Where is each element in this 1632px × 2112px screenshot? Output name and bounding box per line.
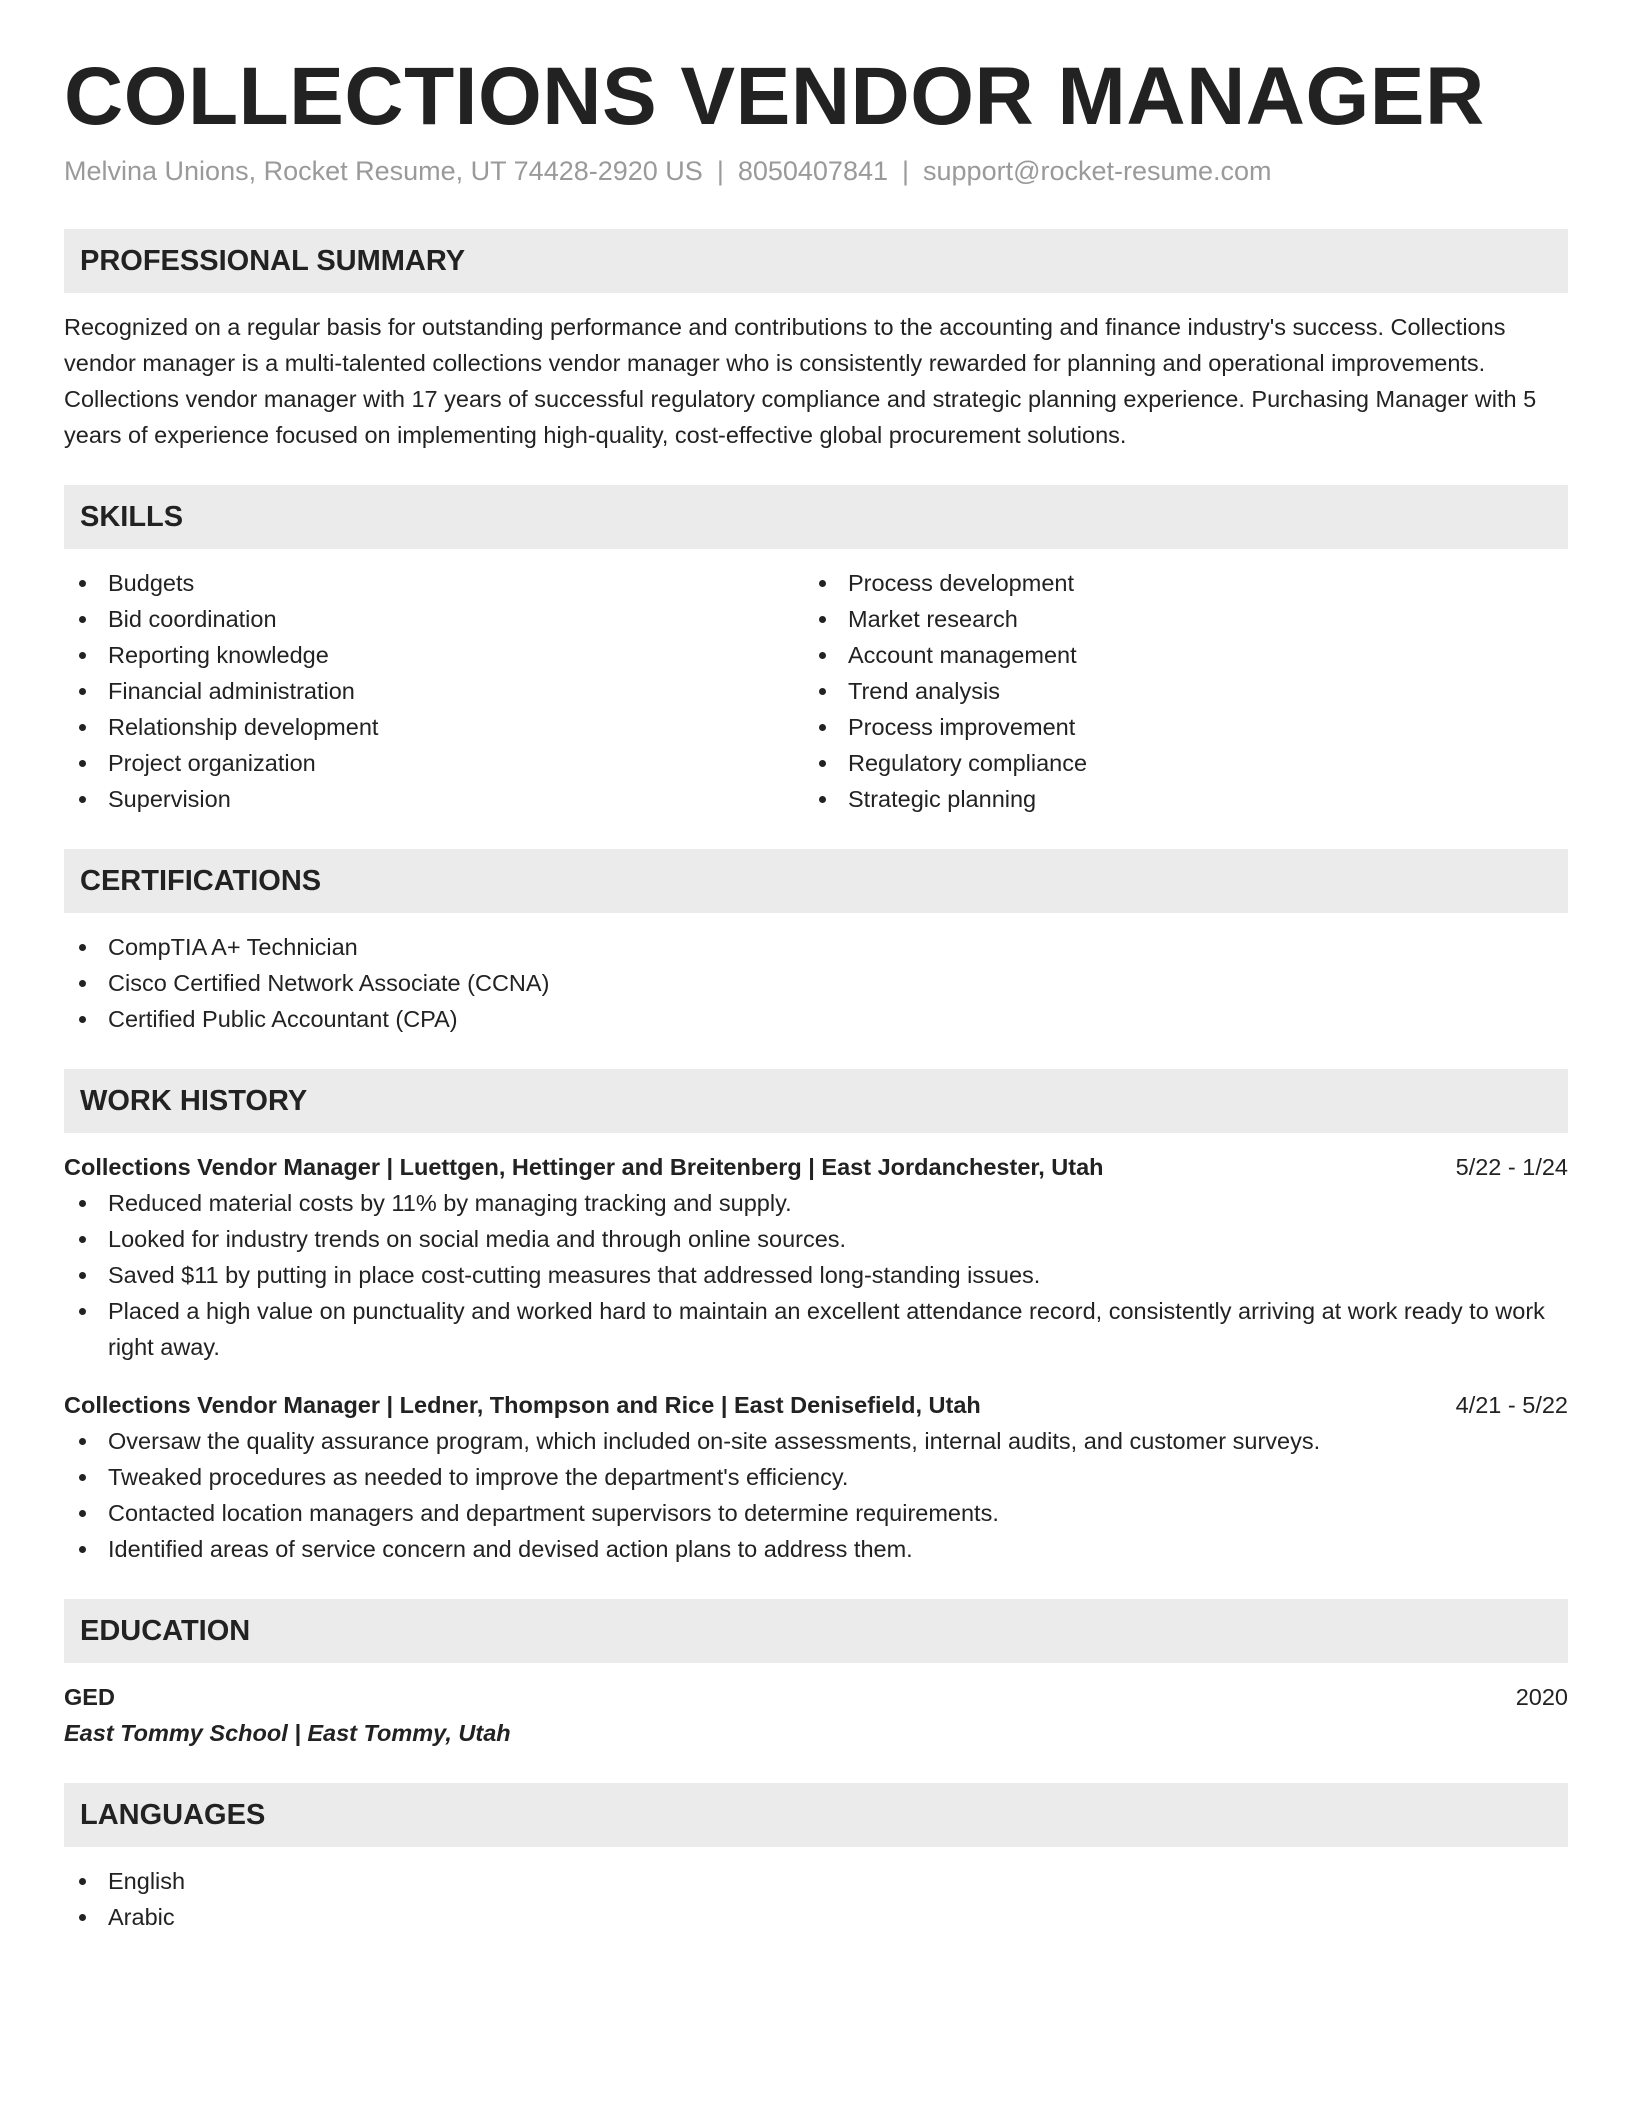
skill-item: Trend analysis (804, 673, 1544, 709)
certifications-heading: CERTIFICATIONS (64, 849, 1568, 913)
skill-item: Relationship development (64, 709, 804, 745)
skill-item: Reporting knowledge (64, 637, 804, 673)
certification-item: CompTIA A+ Technician (64, 929, 1568, 965)
contact-address: Melvina Unions, Rocket Resume, UT 74428-2920 US (64, 156, 703, 187)
certification-item: Certified Public Accountant (CPA) (64, 1001, 1568, 1037)
skills-grid (64, 565, 1568, 817)
skills-right-column (804, 565, 1544, 817)
skill-item: Regulatory compliance (804, 745, 1544, 781)
education-degree: GED (64, 1684, 115, 1711)
skills-heading: SKILLS (64, 485, 1568, 549)
certification-item: Cisco Certified Network Associate (CCNA) (64, 965, 1568, 1001)
job-bullet: Saved $11 by putting in place cost-cutting measures that addressed long-standing issues. (64, 1257, 1568, 1293)
work-history-heading: WORK HISTORY (64, 1069, 1568, 1133)
summary-text: Recognized on a regular basis for outstanding performance and contributions to the accounting and finance industry's success. Collections vendor manager is a multi-talented collections vendor manager who is consistently rewarded for planning and operational improvements. Collections vendor manager with 17 years of successful regulatory compliance and strategic planning experience. Purchasing Manager with 5 years of experience focused on implementing high-quality, cost-effective global procurement solutions. (64, 314, 1537, 449)
language-item: English (64, 1863, 1568, 1899)
education-heading: EDUCATION (64, 1599, 1568, 1663)
skill-item: Supervision (64, 781, 804, 817)
contact-email: support@rocket-resume.com (923, 156, 1272, 187)
job-entry (64, 1387, 1568, 1567)
skill-item: Financial administration (64, 673, 804, 709)
job-bullet: Reduced material costs by 11% by managing tracking and supply. (64, 1185, 1568, 1221)
job-dates: 5/22 - 1/24 (1455, 1154, 1568, 1181)
contact-separator: | (902, 156, 910, 187)
resume-name: COLLECTIONS VENDOR MANAGER (64, 51, 1485, 142)
certifications-list (64, 929, 1568, 1037)
education-school: East Tommy School | East Tommy, Utah (64, 1720, 511, 1747)
skill-item: Process development (804, 565, 1544, 601)
job-bullet: Placed a high value on punctuality and worked hard to maintain an excellent attendance record, consistently arriving at work ready to work right away. (64, 1293, 1568, 1365)
contact-phone: 8050407841 (737, 156, 888, 187)
contact-line (64, 154, 1568, 189)
job-bullet: Contacted location managers and department supervisors to determine requirements. (64, 1495, 1568, 1531)
skill-item: Bid coordination (64, 601, 804, 637)
job-title: Collections Vendor Manager | Luettgen, Hettinger and Breitenberg | East Jordanchester, Utah (64, 1154, 1104, 1181)
job-bullet: Looked for industry trends on social media and through online sources. (64, 1221, 1568, 1257)
job-bullet: Tweaked procedures as needed to improve the department's efficiency. (64, 1459, 1568, 1495)
job-title: Collections Vendor Manager | Ledner, Thompson and Rice | East Denisefield, Utah (64, 1392, 981, 1419)
language-item: Arabic (64, 1899, 1568, 1935)
job-bullets (64, 1423, 1568, 1567)
job-bullet: Oversaw the quality assurance program, which included on-site assessments, internal audits, and customer surveys. (64, 1423, 1568, 1459)
education-header (64, 1679, 1568, 1715)
languages-list (64, 1863, 1568, 1935)
summary-heading: PROFESSIONAL SUMMARY (64, 229, 1568, 293)
skill-item: Market research (804, 601, 1544, 637)
skill-item: Process improvement (804, 709, 1544, 745)
contact-separator: | (716, 156, 724, 187)
languages-heading: LANGUAGES (64, 1783, 1568, 1847)
skills-left-column (64, 565, 804, 817)
job-entry (64, 1149, 1568, 1365)
skill-item: Project organization (64, 745, 804, 781)
skill-item: Strategic planning (804, 781, 1544, 817)
job-bullets (64, 1185, 1568, 1365)
job-header (64, 1387, 1568, 1423)
job-header (64, 1149, 1568, 1185)
skill-item: Budgets (64, 565, 804, 601)
job-bullet: Identified areas of service concern and devised action plans to address them. (64, 1531, 1568, 1567)
skill-item: Account management (804, 637, 1544, 673)
education-year: 2020 (1515, 1684, 1568, 1711)
job-dates: 4/21 - 5/22 (1455, 1392, 1568, 1419)
